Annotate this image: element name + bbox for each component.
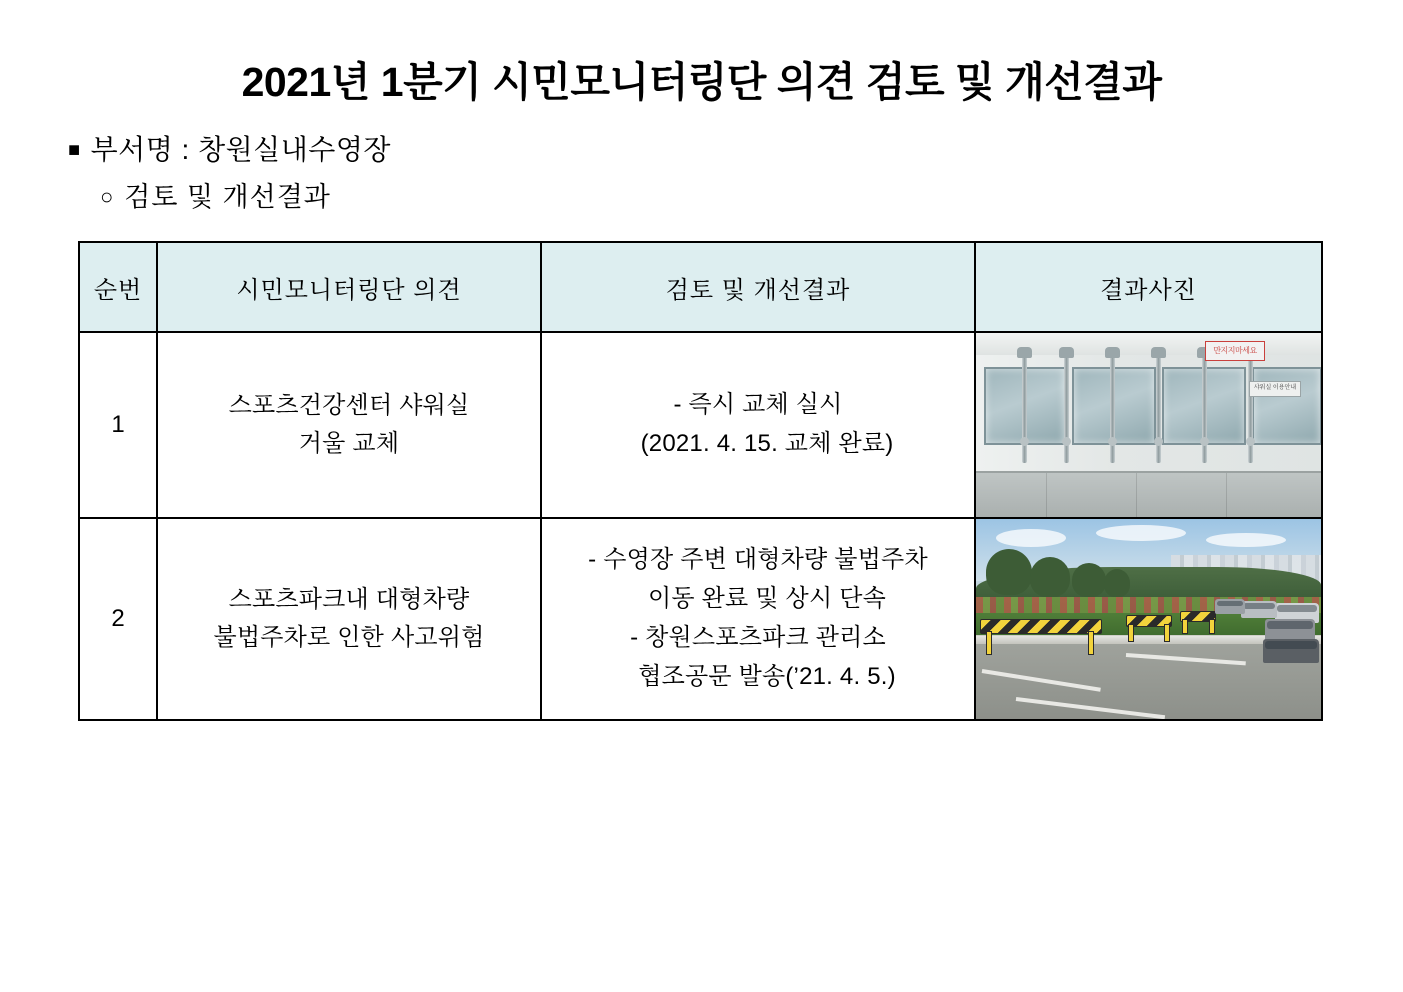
shower-head (1151, 347, 1166, 358)
mirror-panel (1252, 367, 1321, 445)
result-line: - 수영장 주변 대형차량 불법주차 (588, 546, 928, 574)
shower-valve (1020, 437, 1029, 446)
cloud (1206, 533, 1286, 547)
column-header-opinion: 시민모니터링단 의견 (157, 242, 541, 332)
parked-car (1241, 601, 1277, 618)
tree (1104, 569, 1130, 597)
barrier-leg (1182, 619, 1188, 634)
cloud (1096, 525, 1186, 541)
shower-room-mirrors-photo (976, 333, 1321, 517)
section-line (100, 181, 1403, 213)
column-header-photo: 결과사진 (975, 242, 1322, 332)
barrier-leg (1128, 624, 1134, 642)
table-row (79, 518, 1322, 720)
row-result (541, 518, 975, 720)
barrier-leg (1164, 624, 1170, 642)
warning-sign: 만지지마세요 (1205, 341, 1265, 361)
floor-joint (1136, 473, 1137, 517)
opinion-line: 스포츠파크내 대형차량 (228, 585, 470, 613)
column-header-no: 순번 (79, 242, 157, 332)
row-photo-cell (975, 518, 1322, 720)
results-table (78, 241, 1323, 721)
row-result (541, 332, 975, 518)
shower-pipe (1156, 351, 1161, 463)
shower-valve (1200, 437, 1209, 446)
result-line: - 창원스포츠파크 관리소 (630, 624, 886, 652)
result-line: 이동 완료 및 상시 단속 (648, 585, 886, 613)
column-header-result: 검토 및 개선결과 (541, 242, 975, 332)
shower-valve (1108, 437, 1117, 446)
parked-car (1265, 619, 1315, 641)
table-row (79, 332, 1322, 518)
row-number: 2 (79, 518, 157, 720)
parked-car (1263, 639, 1319, 663)
barrier-leg (986, 631, 992, 655)
cloud (996, 529, 1066, 547)
floor-area (976, 471, 1321, 517)
parked-car (1215, 599, 1245, 614)
row-opinion (157, 332, 541, 518)
opinion-line: 불법주차로 인한 사고위험 (213, 624, 485, 652)
shower-pipe (1110, 351, 1115, 463)
floor-joint (1046, 473, 1047, 517)
notice-sign: 샤워실 이용안내 (1249, 381, 1301, 397)
barrier-leg (1088, 631, 1094, 655)
page-title: 2021년 1분기 시민모니터링단 의견 검토 및 개선결과 (241, 59, 1162, 105)
tree (1030, 557, 1070, 597)
floor-joint (1226, 473, 1227, 517)
shower-valve (1154, 437, 1163, 446)
shower-head (1017, 347, 1032, 358)
circle-bullet-icon: ○ (100, 183, 115, 209)
opinion-line: 스포츠건강센터 샤워실 (228, 391, 470, 419)
result-line: - 즉시 교체 실시 (673, 391, 843, 419)
shower-head (1059, 347, 1074, 358)
tree (1072, 563, 1106, 597)
tree (986, 549, 1032, 595)
traffic-barrier (980, 619, 1102, 634)
result-line: 협조공문 발송(’21. 4. 5.) (638, 662, 896, 690)
section-label: 검토 및 개선결과 (124, 181, 331, 212)
row-number: 1 (79, 332, 157, 518)
table-header-row (79, 242, 1322, 332)
result-line: (2021. 4. 15. 교체 완료) (640, 430, 894, 458)
shower-pipe (1064, 351, 1069, 463)
parking-lot-barrier-photo (976, 519, 1321, 719)
shower-valve (1246, 437, 1255, 446)
shower-valve (1062, 437, 1071, 446)
barrier-leg (1209, 619, 1215, 634)
shower-pipe (1202, 351, 1207, 463)
shower-pipe (1022, 351, 1027, 463)
opinion-line: 거울 교체 (298, 430, 400, 458)
square-bullet-icon: ■ (68, 139, 81, 162)
department-label: 부서명 : 창원실내수영장 (90, 134, 391, 166)
department-line (68, 133, 1403, 167)
row-opinion (157, 518, 541, 720)
row-photo-cell (975, 332, 1322, 518)
shower-pipe (1248, 351, 1253, 463)
shower-head (1105, 347, 1120, 358)
